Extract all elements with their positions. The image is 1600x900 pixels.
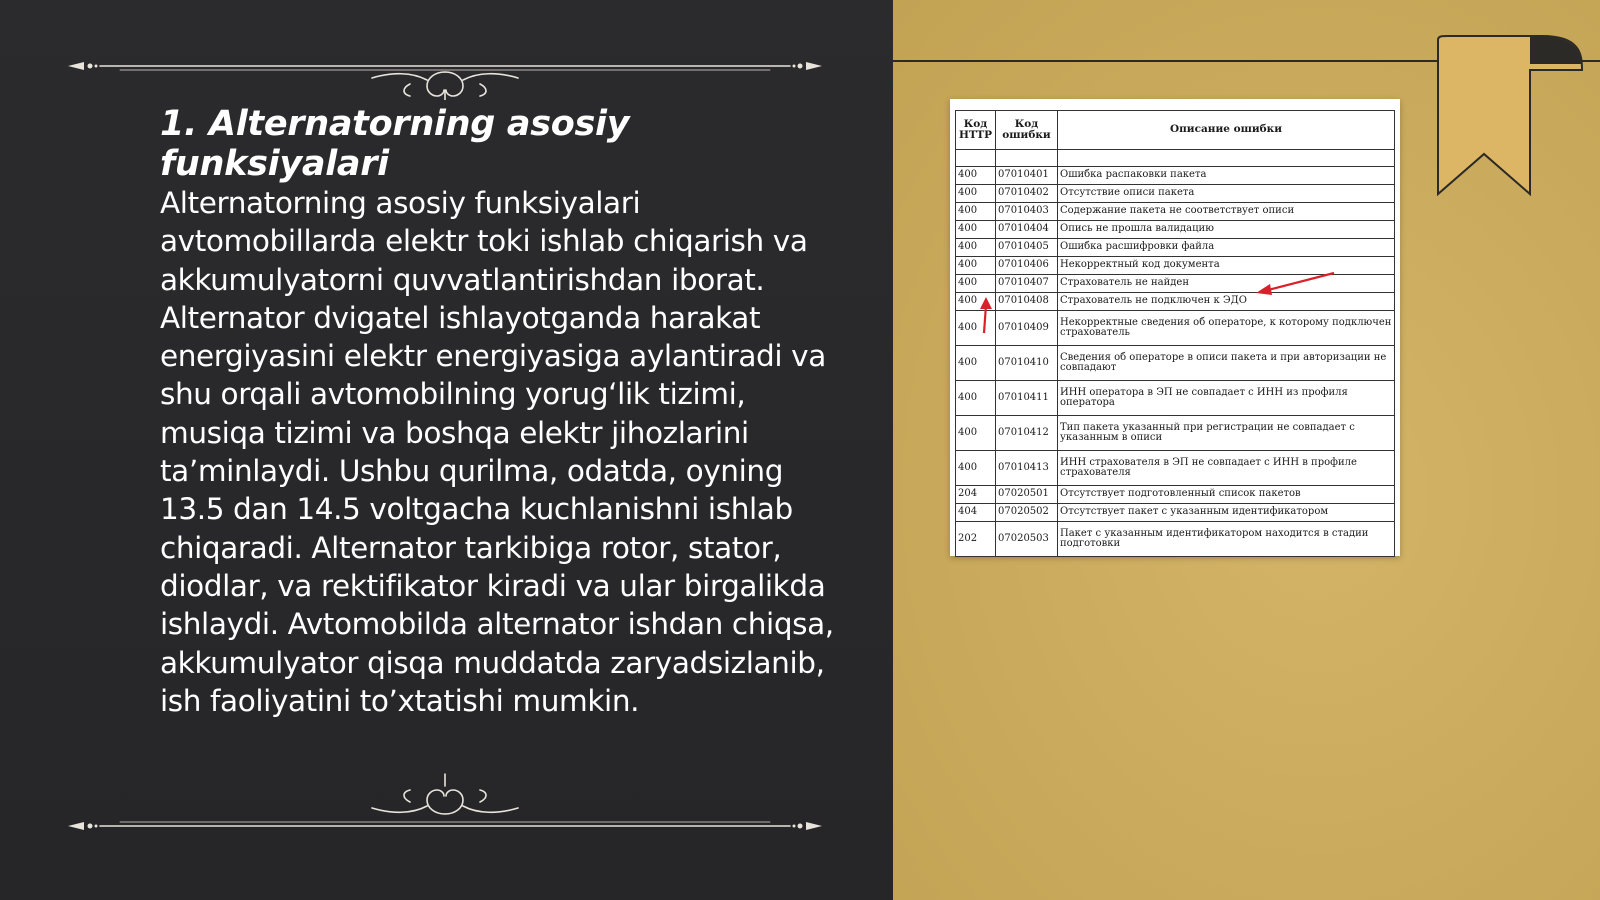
error-description-cell: ИНН оператора в ЭП не совпадает с ИНН из профиля оператора — [1058, 381, 1395, 416]
slide-body-text: Alternatorning asosiy funksiyalari avtomobillarda elektr toki ishlab chiqarish va akkumulyatorni quvvatlantirishdan iborat. Alternator dvigatel ishlayotganda harakat energiyasini elektr energiyasiga aylantiradi va shu orqali avtomobilning yorugʻlik tizimi, musiqa tizimi va boshqa elektr jihozlarini ta’minlaydi. Ushbu qurilma, odatda, oyning 13.5 dan 14.5 voltgacha kuchlanishni ishlab chiqaradi. Alternator tarkibiga rotor, stator, diodlar, va rektifikator kiradi va ular birgalikda ishlaydi. Avtomobilda alternator ishdan chiqsa, akkumulyator qisqa muddatda zaryadsizlanib, ish faoliyatini to’xtatishi mumkin. — [160, 186, 834, 718]
slide-title: 1. Alternatorning asosiy funksiyalari — [160, 104, 630, 184]
error-description-cell: Отсутствует подготовленный список пакетов — [1058, 486, 1395, 504]
http-code-cell: 202 — [956, 522, 996, 557]
error-description-cell: Ошибка распаковки пакета — [1058, 167, 1395, 185]
table-row — [956, 185, 1395, 203]
table-row — [956, 451, 1395, 486]
error-description-cell: ИНН страхователя в ЭП не совпадает с ИНН в профиле страхователя — [1058, 451, 1395, 486]
error-description-cell: Опись не прошла валидацию — [1058, 221, 1395, 239]
bookmark-icon — [1430, 34, 1590, 204]
bottom-ornament-divider — [60, 770, 830, 830]
header-error-code: Код ошибки — [996, 111, 1058, 150]
error-description-cell: Сведения об операторе в описи пакета и при авторизации не совпадают — [1058, 346, 1395, 381]
http-code-cell: 400 — [956, 346, 996, 381]
error-table-image — [950, 99, 1400, 556]
error-code-cell: 07010401 — [996, 167, 1058, 185]
error-code-cell: 07010413 — [996, 451, 1058, 486]
error-code-cell: 07010402 — [996, 185, 1058, 203]
http-code-cell: 404 — [956, 504, 996, 522]
http-code-cell: 400 — [956, 257, 996, 275]
table-row — [956, 416, 1395, 451]
error-code-cell: 07010408 — [996, 293, 1058, 311]
table-row — [956, 486, 1395, 504]
http-code-cell: 400 — [956, 311, 996, 346]
http-code-cell: 400 — [956, 381, 996, 416]
error-code-cell: 07010411 — [996, 381, 1058, 416]
http-code-cell: 400 — [956, 451, 996, 486]
header-http-code: Код HTTP — [956, 111, 996, 150]
http-code-cell: 400 — [956, 185, 996, 203]
error-description-cell: Некорректный код документа — [1058, 257, 1395, 275]
table-row — [956, 381, 1395, 416]
error-code-cell: 07020502 — [996, 504, 1058, 522]
error-code-cell: 07010406 — [996, 257, 1058, 275]
error-code-cell: 07010404 — [996, 221, 1058, 239]
header-error-description: Описание ошибки — [1058, 111, 1395, 150]
http-code-cell: 204 — [956, 486, 996, 504]
http-code-cell: 400 — [956, 239, 996, 257]
table-row — [956, 257, 1395, 275]
http-code-cell: 400 — [956, 167, 996, 185]
error-code-cell: 07010405 — [996, 239, 1058, 257]
error-description-cell: Пакет с указанным идентификатором находится в стадии подготовки — [1058, 522, 1395, 557]
table-spacer-row — [956, 150, 1395, 167]
error-description-cell: Страхователь не найден — [1058, 275, 1395, 293]
table-row — [956, 239, 1395, 257]
error-code-cell: 07020501 — [996, 486, 1058, 504]
error-code-cell: 07010409 — [996, 311, 1058, 346]
http-code-cell: 400 — [956, 221, 996, 239]
table-row — [956, 311, 1395, 346]
table-row — [956, 203, 1395, 221]
top-ornament-divider — [60, 40, 830, 100]
error-code-cell: 07010412 — [996, 416, 1058, 451]
table-row — [956, 167, 1395, 185]
error-description-cell: Тип пакета указанный при регистрации не совпадает с указанным в описи — [1058, 416, 1395, 451]
http-code-cell: 400 — [956, 275, 996, 293]
error-description-cell: Страхователь не подключен к ЭДО — [1058, 293, 1395, 311]
table-row — [956, 346, 1395, 381]
error-description-cell: Ошибка расшифровки файла — [1058, 239, 1395, 257]
table-row — [956, 293, 1395, 311]
table-row — [956, 504, 1395, 522]
error-code-table — [955, 110, 1395, 557]
table-header-row — [956, 111, 1395, 150]
error-description-cell: Отсутствует пакет с указанным идентификатором — [1058, 504, 1395, 522]
http-code-cell: 400 — [956, 293, 996, 311]
table-row — [956, 522, 1395, 557]
table-row — [956, 221, 1395, 239]
http-code-cell: 400 — [956, 203, 996, 221]
error-code-cell: 07020503 — [996, 522, 1058, 557]
error-code-cell: 07010410 — [996, 346, 1058, 381]
error-description-cell: Содержание пакета не соответствует описи — [1058, 203, 1395, 221]
table-row — [956, 275, 1395, 293]
http-code-cell: 400 — [956, 416, 996, 451]
error-description-cell: Отсутствие описи пакета — [1058, 185, 1395, 203]
error-code-cell: 07010407 — [996, 275, 1058, 293]
error-description-cell: Некорректные сведения об операторе, к которому подключен страхователь — [1058, 311, 1395, 346]
error-code-cell: 07010403 — [996, 203, 1058, 221]
